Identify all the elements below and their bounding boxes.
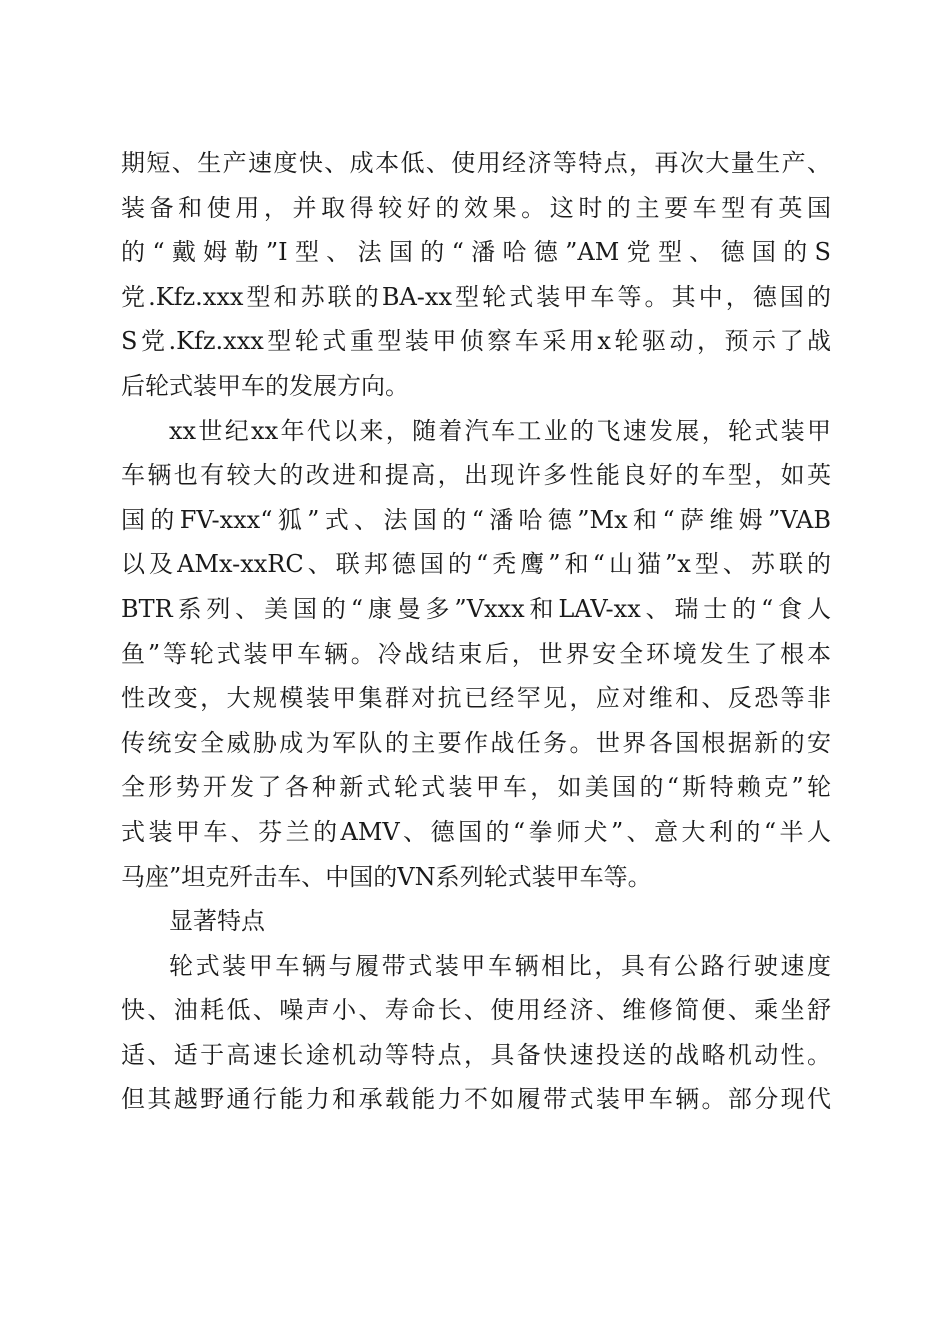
text-line: xx世纪xx年代以来，随着汽车工业的飞速发展，轮式装甲: [169, 416, 831, 445]
text-line: 全形势开发了各种新式轮式装甲车，如美国的“斯特赖克”轮: [121, 773, 831, 802]
text-line: 以及AMx-xxRC、联邦德国的“秃鹰”和“山猫”x型、苏联的: [121, 550, 831, 579]
section-heading: 显著特点: [169, 907, 265, 936]
body-text: [121, 141, 831, 1122]
text-line: 装备和使用，并取得较好的效果。这时的主要车型有英国: [121, 193, 831, 222]
text-line: 后轮式装甲车的发展方向。: [121, 371, 409, 400]
text-line: 期短、生产速度快、成本低、使用经济等特点，再次大量生产、: [121, 149, 831, 177]
text-line: 快、油耗低、噪声小、寿命长、使用经济、维修简便、乘坐舒: [121, 996, 831, 1025]
text-line: 车辆也有较大的改进和提高，出现许多性能良好的车型，如英: [121, 461, 831, 490]
text-line: S党.Kfz.xxx型轮式重型装甲侦察车采用x轮驱动，预示了战: [121, 327, 831, 356]
text-line: 轮式装甲车辆与履带式装甲车辆相比，具有公路行驶速度: [169, 951, 831, 980]
text-line: 适、适于高速长途机动等特点，具备快速投送的战略机动性。: [121, 1040, 831, 1069]
text-line: 式装甲车、芬兰的AMV、德国的“拳师犬”、意大利的“半人: [121, 817, 831, 846]
text-line: 国的FV-xxx“狐”式、法国的“潘哈德”Mx和“萨维姆”VAB: [121, 505, 831, 534]
text-line: 但其越野通行能力和承载能力不如履带式装甲车辆。部分现代: [121, 1085, 831, 1114]
text-line: 马座”坦克歼击车、中国的VN系列轮式装甲车等。: [121, 862, 652, 891]
text-line: 传统安全威胁成为军队的主要作战任务。世界各国根据新的安: [121, 728, 831, 757]
text-line: 鱼”等轮式装甲车辆。冷战结束后，世界安全环境发生了根本: [121, 639, 831, 668]
text-line: 的“戴姆勒”I型、法国的“潘哈德”AM党型、德国的S: [121, 238, 831, 267]
text-line: 党.Kfz.xxx型和苏联的BA-xx型轮式装甲车等。其中，德国的: [121, 282, 831, 311]
text-line: BTR系列、美国的“康曼多”Vxxx和LAV-xx、瑞士的“食人: [121, 594, 831, 623]
text-line: 性改变，大规模装甲集群对抗已经罕见，应对维和、反恐等非: [121, 684, 831, 713]
